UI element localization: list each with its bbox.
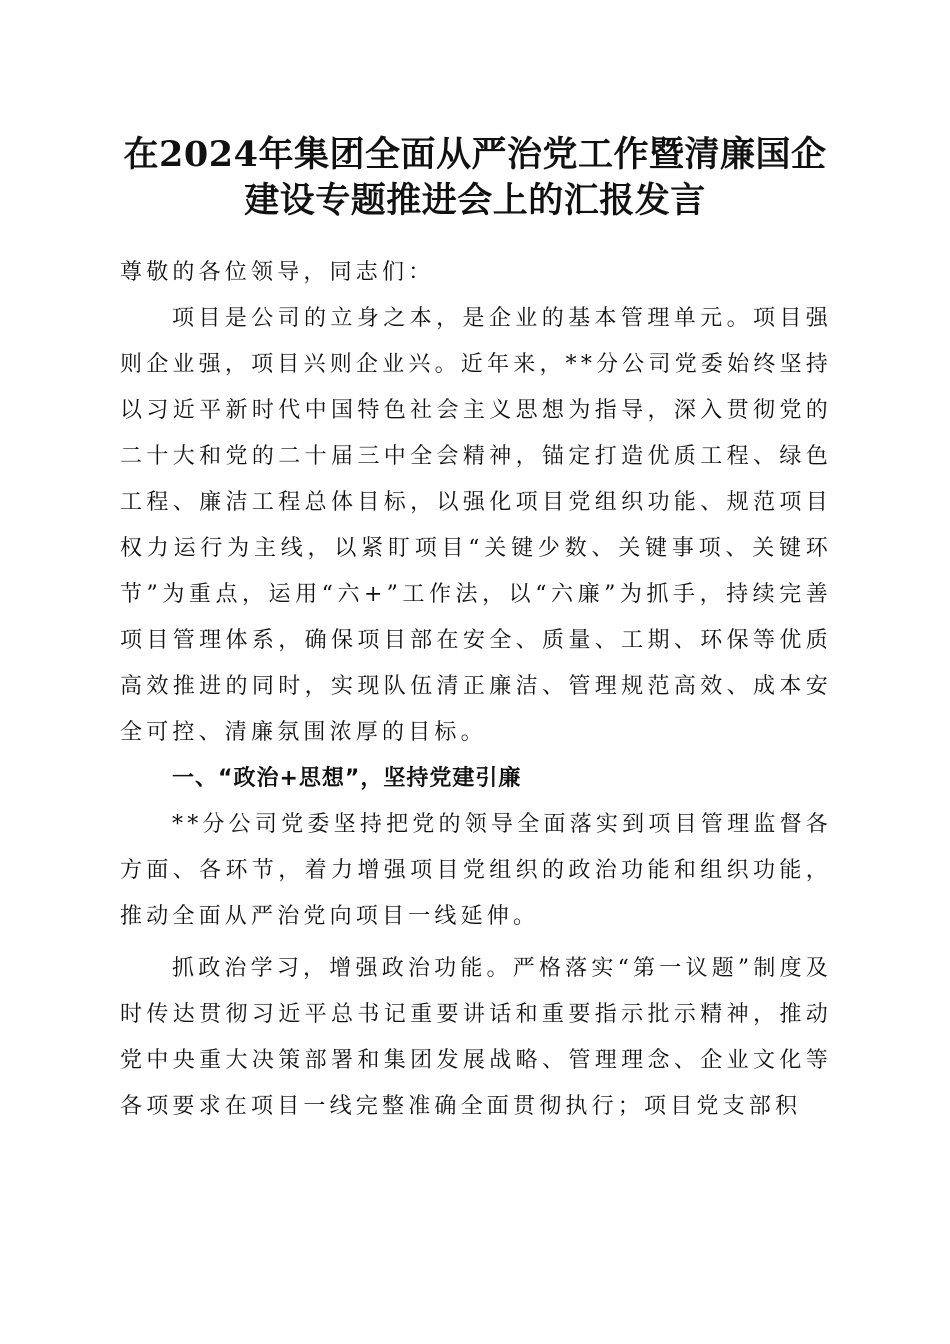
document-title <box>110 132 840 224</box>
section-1-paragraph-1: **分公司党委坚持把党的领导全面落实到项目管理监督各方面、各环节，着力增强项目党组织的政治功能和组织功能，推动全面从严治党向项目一线延伸。 <box>120 812 832 929</box>
greeting: 尊敬的各位领导，同志们： <box>120 260 435 285</box>
intro-paragraph: 项目是公司的立身之本，是企业的基本管理单元。项目强则企业强，项目兴则企业兴。近年来，**分公司党委始终坚持以习近平新时代中国特色社会主义思想为指导，深入贯彻党的二十大和党的二十届三中全会精神，锚定打造优质工程、绿色工程、廉洁工程总体目标，以强化项目党组织功能、规范项目权力运行为主线，以紧盯项目“关键少数、关键事项、关键环节”为重点，运用“六+”工作法，以“六廉”为抓手，持续完善项目管理体系，确保项目部在安全、质量、工期、环保等优质高效推进的同时，实现队伍清正廉洁、管理规范高效、成本安全可控、清廉氛围浓厚的目标。 <box>120 306 832 745</box>
title-line-1: 在2024年集团全面从严治党工作暨清廉国企 <box>123 134 827 175</box>
section-1-paragraph-2: 抓政治学习，增强政治功能。严格落实“第一议题”制度及时传达贯彻习近平总书记重要讲话和重要指示批示精神，推动党中央重大决策部署和集团发展战略、管理理念、企业文化等各项要求在项目一线完整准确全面贯彻执行；项目党支部积 <box>120 956 832 1119</box>
section-1-heading: 一、“政治+思想”，坚持党建引廉 <box>172 766 522 791</box>
document-body <box>120 250 832 1130</box>
title-line-2: 建设专题推进会上的汇报发言 <box>244 180 706 221</box>
